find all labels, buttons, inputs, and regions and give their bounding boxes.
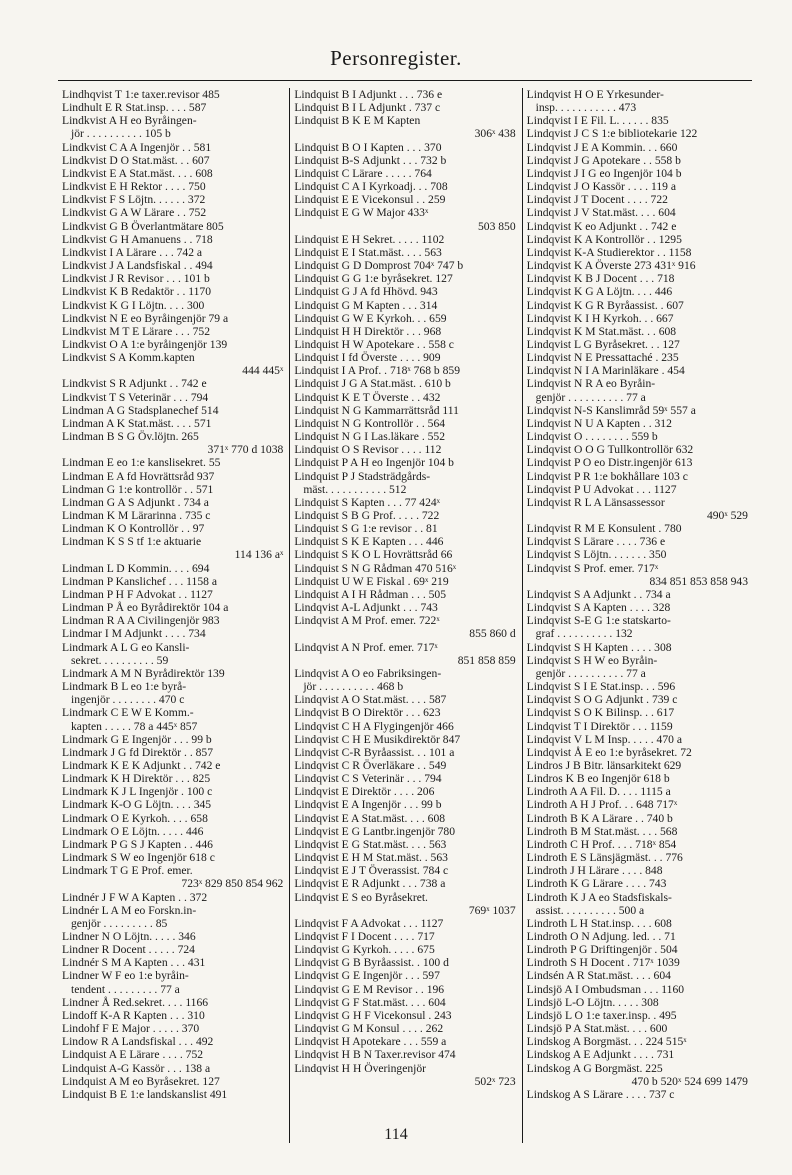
header-rule <box>58 80 752 81</box>
register-entry: Lindqvist G H F Vicekonsul . 243 <box>294 1008 452 1022</box>
register-entry: Lindquist G J A fd Hhövd. 943 <box>294 285 438 299</box>
register-entry: Lindqvist K-A Studierektor . . 1158 <box>526 245 692 259</box>
register-entry: Lindroth A A Fil. D. . . . 1115 a <box>526 785 671 799</box>
register-entry: Lindmark K E K Adjunkt . . 742 e <box>62 758 221 772</box>
register-entry: Lindquist G W E Kyrkoh. . . 659 <box>294 311 447 325</box>
register-entry: Lindqvist G F Stat.mäst. . . . 604 <box>294 995 446 1009</box>
register-entry: Lindohf F E Major . . . . . 370 <box>62 1022 200 1036</box>
register-entry: Lindqvist G Kyrkoh. . . . . 675 <box>294 943 435 957</box>
register-entry: Lindqvist K eo Adjunkt . . 742 e <box>526 219 677 233</box>
register-entry: Lindman B S G Öv.löjtn. 265 <box>62 430 199 444</box>
register-entry: mäst. . . . . . . . . . . 512 <box>303 482 407 496</box>
register-entry: Lindqvist N-S Kanslimråd 59ˣ 557 a <box>526 403 696 417</box>
register-entry: Lindkvist F S Löjtn. . . . . . 372 <box>62 193 206 207</box>
register-entry: Lindroth L H Stat.insp. . . . 608 <box>526 916 672 930</box>
register-entry: Lindquist N G Kammarrättsråd 111 <box>294 403 459 417</box>
register-entry: Lindquist G D Domprost 704ˣ 747 b <box>294 259 464 273</box>
register-entry: Lindqvist S H W eo Byråin- <box>526 653 658 667</box>
register-entry: Lindquist S K O L Hovrättsråd 66 <box>294 548 453 562</box>
register-entry: Lindquist B O I Kapten . . . 370 <box>294 140 442 154</box>
register-entry: Lindroth C H Prof. . . . 718ˣ 854 <box>526 837 677 851</box>
register-entry: 503 850 <box>477 219 516 233</box>
register-entry: Lindmar I M Adjunkt . . . . 734 <box>62 627 206 641</box>
register-entry: Lindqvist P U Advokat . . . 1127 <box>526 482 677 496</box>
register-entry: Lindquist I A Prof. . 718ˣ 768 b 859 <box>294 364 460 378</box>
register-entry: Lindros K B eo Ingenjör 618 b <box>526 772 670 786</box>
register-entry: tendent . . . . . . . . . 77 a <box>71 982 180 996</box>
register-entry: Lindqvist E S eo Byråsekret. <box>294 890 428 904</box>
register-entry: Lindow R A Landsfiskal . . . 492 <box>62 1035 214 1049</box>
register-entry: assist. . . . . . . . . . 500 a <box>535 903 645 917</box>
register-entry: Lindroth E S Länsjägmäst. . . 776 <box>526 851 683 865</box>
register-entry: Lindquist G M Kapten . . . 314 <box>294 298 438 312</box>
register-entry: Lindkvist I A Lärare . . . 742 a <box>62 245 203 259</box>
register-entry: Lindquist N G Kontrollör . . 564 <box>294 416 446 430</box>
register-entry: Lindqvist S I E Stat.insp. . . 596 <box>526 680 676 694</box>
register-entry: Lindman E eo 1:e kanslisekret. 55 <box>62 456 221 470</box>
register-entry: Lindqvist S A Adjunkt . . 734 a <box>526 587 671 601</box>
register-columns <box>58 88 754 1143</box>
register-entry: Lindqvist A-L Adjunkt . . . 743 <box>294 601 438 615</box>
register-entry: Lindroth S H Docent . 717ˣ 1039 <box>526 956 680 970</box>
register-entry: 834 851 853 858 943 <box>649 574 748 588</box>
register-entry: Lindqvist E H M Stat.mäst. . 563 <box>294 851 448 865</box>
page-number: 114 <box>384 1126 408 1143</box>
register-entry: Lindroth B K A Lärare . . 740 b <box>526 811 673 825</box>
register-entry: 855 860 d <box>469 627 516 641</box>
register-entry: 502ˣ 723 <box>474 1074 516 1088</box>
register-entry: Lindman K O Kontrollör . . 97 <box>62 522 205 536</box>
register-column-1 <box>58 88 289 1143</box>
register-entry: Lindquist A M eo Byråsekret. 127 <box>62 1074 220 1088</box>
register-entry: 114 136 aˣ <box>234 548 284 562</box>
register-entry: Lindqvist N R A eo Byråin- <box>526 377 656 391</box>
register-entry: 306ˣ 438 <box>474 127 516 141</box>
register-entry: Lindmark O E Löjtn. . . . . 446 <box>62 824 204 838</box>
register-entry: Lindqvist A M Prof. emer. 722ˣ <box>294 614 440 628</box>
register-entry: Lindqvist C S Veterinär . . . 794 <box>294 772 442 786</box>
register-entry: insp. . . . . . . . . . . 473 <box>535 101 637 115</box>
register-entry: Lindroth A H J Prof. . . 648 717ˣ <box>526 798 678 812</box>
register-entry: Lindquist C Lärare . . . . . 764 <box>294 166 432 180</box>
register-entry: Lindman A G Stadsplanechef 514 <box>62 403 219 417</box>
register-entry: Lindqvist L G Byråsekret. . . 127 <box>526 337 680 351</box>
register-entry: Lindqvist J V Stat.mäst. . . . 604 <box>526 206 676 220</box>
register-entry: Lindqvist A O eo Fabriksingen- <box>294 666 442 680</box>
register-entry: Lindqvist H O E Yrkesunder- <box>526 88 664 101</box>
register-entry: Lindquist B I Adjunkt . . . 736 e <box>294 88 443 101</box>
register-entry: Lindqvist J E A Kommin. . . 660 <box>526 140 678 154</box>
register-entry: Lindman E A fd Hovrättsråd 937 <box>62 469 215 483</box>
register-entry: Lindqvist E R Adjunkt . . . 738 a <box>294 877 446 891</box>
register-entry: Lindquist C A I Kyrkoadj. . . 708 <box>294 180 448 194</box>
register-entry: Lindner W F eo 1:e byråin- <box>62 969 189 983</box>
register-entry: Lindman G 1:e kontrollör . . 571 <box>62 482 214 496</box>
register-entry: Lindkvist G H Amanuens . . 718 <box>62 232 213 246</box>
register-entry: Lindsén A R Stat.mäst. . . . 604 <box>526 969 671 983</box>
register-entry: Lindkvist T S Veterinär . . . 794 <box>62 390 209 404</box>
register-entry: Lindqvist E A Ingenjör . . . 99 b <box>294 798 442 812</box>
register-entry: Lindmark K H Direktör . . . 825 <box>62 772 211 786</box>
register-entry: Lindquist B-S Adjunkt . . . 732 b <box>294 153 447 167</box>
register-entry: Lindqvist K A Kontrollör . . 1295 <box>526 232 682 246</box>
register-entry: Lindkvist M T E Lärare . . . 752 <box>62 324 211 338</box>
register-entry: Lindquist E I Stat.mäst. . . . 563 <box>294 245 442 259</box>
register-entry: Lindsjö L-O Löjtn. . . . . 308 <box>526 995 659 1009</box>
register-entry: Lindqvist G E Ingenjör . . . 597 <box>294 969 440 983</box>
register-entry: Lindsjö P A Stat.mäst. . . . 600 <box>526 1022 668 1036</box>
register-entry: Lindman P H F Advokat . . 1127 <box>62 587 213 601</box>
register-entry: 851 858 859 <box>457 653 516 667</box>
register-entry: Lindmark T G E Prof. emer. <box>62 864 193 878</box>
register-entry: Lindman A K Stat.mäst. . . . 571 <box>62 416 212 430</box>
register-entry: Lindqvist O O G Tullkontrollör 632 <box>526 443 694 457</box>
register-entry: Lindkvist C A A Ingenjör . . 581 <box>62 140 212 154</box>
register-entry: Lindqvist J C S 1:e bibliotekarie 122 <box>526 127 698 141</box>
register-entry: Lindquist I fd Överste . . . . 909 <box>294 351 441 365</box>
register-entry: Lindquist U W E Fiskal . 69ˣ 219 <box>294 574 449 588</box>
register-entry: Lindman G A S Adjunkt . 734 a <box>62 495 209 509</box>
register-entry: Lindkvist G A W Lärare . . 752 <box>62 206 207 220</box>
register-entry: Lindquist J G A Stat.mäst. . 610 b <box>294 377 451 391</box>
register-entry: Lindqvist S-E G 1:e statskarto- <box>526 614 671 628</box>
register-entry: genjör . . . . . . . . . . 77 a <box>535 390 646 404</box>
register-entry: Lindqvist S Prof. emer. 717ˣ <box>526 561 659 575</box>
register-entry: Lindkvist E A Stat.mäst. . . . 608 <box>62 166 213 180</box>
register-entry: Lindkvist J R Revisor . . . 101 b <box>62 272 210 286</box>
register-entry: Lindqvist E G Stat.mäst. . . . 563 <box>294 837 447 851</box>
register-entry: Lindmark A M N Byrådirektör 139 <box>62 666 225 680</box>
register-entry: Lindqvist K G A Löjtn. . . . 446 <box>526 285 673 299</box>
register-entry: Lindqvist V L M Insp. . . . . 470 a <box>526 732 682 746</box>
register-entry: Lindquist H H Direktör . . . 968 <box>294 324 442 338</box>
register-entry: Lindqvist F A Advokat . . . 1127 <box>294 916 444 930</box>
register-entry: Lindman L D Kommin. . . . 694 <box>62 561 210 575</box>
register-entry: Lindner Å Red.sekret. . . . 1166 <box>62 995 209 1009</box>
register-entry: Lindquist A I H Rådman . . . 505 <box>294 587 447 601</box>
register-entry: Lindqvist G E M Revisor . . 196 <box>294 982 445 996</box>
register-entry: Lindqvist C R Överläkare . . 549 <box>294 758 447 772</box>
register-entry: Lindkvist S R Adjunkt . . 742 e <box>62 377 207 391</box>
register-entry: Lindquist N G I Las.läkare . 552 <box>294 430 446 444</box>
register-entry: graf . . . . . . . . . . 132 <box>535 627 633 641</box>
register-entry: Lindquist O S Revisor . . . . 112 <box>294 443 442 457</box>
register-entry: Lindqvist T I Direktör . . . 1159 <box>526 719 673 733</box>
register-entry: Lindnér S M A Kapten . . . 431 <box>62 956 206 970</box>
register-entry: Lindnér L A M eo Forskn.in- <box>62 903 197 917</box>
register-entry: Lindqvist O . . . . . . . . 559 b <box>526 430 658 444</box>
register-entry: Lindroth B M Stat.mäst. . . . 568 <box>526 824 678 838</box>
register-entry: Lindqvist H Apotekare . . . 559 a <box>294 1035 447 1049</box>
register-entry: Lindquist K E T Överste . . 432 <box>294 390 441 404</box>
register-entry: Lindskog A S Lärare . . . . 737 c <box>526 1087 675 1101</box>
register-entry: Lindman K S S tf 1:e aktuarie <box>62 535 202 549</box>
register-entry: Lindoff K-A R Kapten . . . 310 <box>62 1008 205 1022</box>
register-entry: Lindqvist S H Kapten . . . . 308 <box>526 640 672 654</box>
register-entry: Lindquist S B G Prof. . . . . 722 <box>294 509 440 522</box>
register-entry: Lindqvist S Löjtn. . . . . . . 350 <box>526 548 667 562</box>
register-entry: Lindhult E R Stat.insp. . . . 587 <box>62 101 207 115</box>
register-entry: sekret. . . . . . . . . . 59 <box>71 653 169 667</box>
register-entry: Lindqvist J O Kassör . . . . 119 a <box>526 180 676 194</box>
register-entry: Lindqvist J I G eo Ingenjör 104 b <box>526 166 682 180</box>
register-entry: Lindquist G G 1:e byråsekret. 127 <box>294 272 453 286</box>
register-entry: Lindman R A A Civilingenjör 983 <box>62 614 220 628</box>
register-entry: Lindqvist A N Prof. emer. 717ˣ <box>294 640 438 654</box>
register-entry: Lindmark A L G eo Kansli- <box>62 640 190 654</box>
register-entry: Lindqvist S A Kapten . . . . 328 <box>526 601 671 615</box>
register-entry: Lindros J B Bitr. länsarkitekt 629 <box>526 758 682 772</box>
register-entry: Lindqvist A O Stat.mäst. . . . 587 <box>294 693 447 707</box>
register-entry: Lindman K M Lärarinna . 735 c <box>62 509 211 522</box>
register-entry: Lindroth J H Lärare . . . . 848 <box>526 864 663 878</box>
register-entry: Lindnér J F W A Kapten . . 372 <box>62 890 208 904</box>
register-entry: Lindmark B L eo 1:e byrå- <box>62 680 187 694</box>
register-entry: Lindqvist Å E eo 1:e byråsekret. 72 <box>526 745 692 759</box>
register-entry: Lindqvist C H E Musikdirektör 847 <box>294 732 461 746</box>
register-entry: Lindsjö L O 1:e taxer.insp. . 495 <box>526 1008 677 1022</box>
register-entry: 371ˣ 770 d 1038 <box>207 443 284 457</box>
register-entry: Lindmark O E Kyrkoh. . . . 658 <box>62 811 208 825</box>
register-entry: Lindqvist E A Stat.mäst. . . . 608 <box>294 811 446 825</box>
register-entry: Lindqvist J T Docent . . . . 722 <box>526 193 668 207</box>
register-entry: 769ˣ 1037 <box>468 903 516 917</box>
register-entry: Lindqvist B O Direktör . . . 623 <box>294 706 441 720</box>
register-entry: Lindqvist I E Fil. L. . . . . . 835 <box>526 114 669 128</box>
register-entry: Lindqvist N U A Kapten . . 312 <box>526 416 672 430</box>
register-entry: Lindqvist E Direktör . . . . 206 <box>294 785 435 799</box>
register-entry: Lindqvist S Lärare . . . . 736 e <box>526 535 666 549</box>
register-entry: Lindquist B I L Adjunkt . 737 c <box>294 101 441 115</box>
register-entry: Lindquist P A H eo Ingenjör 104 b <box>294 456 454 470</box>
register-entry: Lindmark C E W E Komm.- <box>62 706 194 720</box>
register-entry: jör . . . . . . . . . . 468 b <box>303 680 404 694</box>
register-entry: Lindner N O Löjtn. . . . . 346 <box>62 930 196 943</box>
register-entry: Lindkvist E H Rektor . . . . 750 <box>62 180 206 194</box>
register-entry: ingenjör . . . . . . . . 470 c <box>71 693 185 707</box>
register-entry: Lindquist P J Stadsträdgårds- <box>294 469 431 483</box>
register-entry: Lindquist S K E Kapten . . . 446 <box>294 535 444 549</box>
register-entry: Lindkvist G B Överlantmätare 805 <box>62 219 224 233</box>
register-entry: Lindqvist R L A Länsassessor <box>526 495 665 509</box>
register-entry: genjör . . . . . . . . . . 77 a <box>535 666 646 680</box>
register-entry: Lindquist S G 1:e revisor . . 81 <box>294 522 438 536</box>
register-entry: Lindmark P G S J Kapten . . 446 <box>62 837 213 851</box>
register-entry: 470 b 520ˣ 524 699 1479 <box>631 1074 748 1088</box>
register-entry: Lindquist E H Sekret. . . . . 1102 <box>294 232 445 246</box>
register-entry: Lindqvist H B N Taxer.revisor 474 <box>294 1048 456 1062</box>
register-entry: Lindquist A E Lärare . . . . 752 <box>62 1048 204 1062</box>
register-entry: Lindqvist K A Överste 273 431ˣ 916 <box>526 259 696 273</box>
register-entry: Lindskog A Borgmäst. . . 224 515ˣ <box>526 1035 687 1049</box>
register-entry: Lindqvist E J T Överassist. 784 c <box>294 864 449 878</box>
register-entry: Lindkvist K B Redaktör . . 1170 <box>62 285 211 299</box>
register-entry: Lindqvist H H Överingenjör <box>294 1061 427 1075</box>
register-entry: Lindkvist N E eo Byråingenjör 79 a <box>62 311 229 325</box>
register-entry: Lindroth O N Adjung. led. . . 71 <box>526 930 676 943</box>
register-entry: Lindqvist R M E Konsulent . 780 <box>526 522 682 536</box>
register-entry: Lindkvist J A Landsfiskal . . 494 <box>62 259 213 273</box>
register-entry: Lindskog A G Borgmäst. 225 <box>526 1061 663 1075</box>
register-entry: Lindquist H W Apotekare . . 558 c <box>294 337 454 351</box>
register-column-2 <box>289 88 521 1143</box>
register-entry: Lindquist S Kapten . . . 77 424ˣ <box>294 495 441 509</box>
register-entry: Lindqvist E G Lantbr.ingenjör 780 <box>294 824 456 838</box>
register-entry: Lindkvist K G I Löjtn. . . . 300 <box>62 298 205 312</box>
register-entry: Lindqvist J G Apotekare . . 558 b <box>526 153 681 167</box>
register-entry: kapten . . . . . 78 a 445ˣ 857 <box>71 719 198 733</box>
register-entry: genjör . . . . . . . . . 85 <box>71 916 168 930</box>
register-entry: Lindmark K-O G Löjtn. . . . 345 <box>62 798 212 812</box>
register-entry: jör . . . . . . . . . . 105 b <box>71 127 171 141</box>
register-entry: Lindkvist O A 1:e byråingenjör 139 <box>62 337 228 351</box>
register-entry: 723ˣ 829 850 854 962 <box>181 877 284 891</box>
register-entry: Lindqvist C-R Byråassist. . . 101 a <box>294 745 455 759</box>
register-entry: Lindqvist K I H Kyrkoh. . . 667 <box>526 311 674 325</box>
register-entry: Lindqvist P O eo Distr.ingenjör 613 <box>526 456 693 470</box>
register-entry: 490ˣ 529 <box>706 509 748 522</box>
register-entry: Lindmark G E Ingenjör . . . 99 b <box>62 732 212 746</box>
register-entry: Lindquist B E 1:e landskanslist 491 <box>62 1087 228 1101</box>
register-entry: 444 445ˣ <box>242 364 284 378</box>
register-entry: Lindqvist C H A Flygingenjör 466 <box>294 719 454 733</box>
register-entry: Lindroth P G Driftingenjör . 504 <box>526 943 678 957</box>
register-entry: Lindquist E G W Major 433ˣ <box>294 206 429 220</box>
register-entry: Lindqvist S O K Bilinsp. . . 617 <box>526 706 675 720</box>
register-entry: Lindquist A-G Kassör . . . 138 a <box>62 1061 211 1075</box>
register-entry: Lindqvist N E Pressattaché . 235 <box>526 351 679 365</box>
register-entry: Lindmark S W eo Ingenjör 618 c <box>62 851 215 865</box>
register-entry: Lindroth K J A eo Stadsfiskals- <box>526 890 672 904</box>
register-entry: Lindqvist K G R Byråassist. . 607 <box>526 298 684 312</box>
register-entry: Lindquist B K E M Kapten <box>294 114 421 128</box>
register-entry: Lindner R Docent . . . . . 724 <box>62 943 195 957</box>
register-entry: Lindqvist G M Konsul . . . . 262 <box>294 1022 444 1036</box>
page-title: Personregister. <box>330 46 462 70</box>
register-column-3 <box>522 88 754 1143</box>
register-entry: Lindquist E E Vicekonsul . . 259 <box>294 193 446 207</box>
register-entry: Lindroth K G Lärare . . . . 743 <box>526 877 667 891</box>
register-entry: Lindqvist K B J Docent . . . 718 <box>526 272 675 286</box>
register-entry: Lindkvist D O Stat.mäst. . . 607 <box>62 153 210 167</box>
register-entry: Lindquist S N G Rådman 470 516ˣ <box>294 561 457 575</box>
register-entry: Lindman P Å eo Byrådirektör 104 a <box>62 601 229 615</box>
register-entry: Lindqvist F I Docent . . . . 717 <box>294 930 435 943</box>
register-entry: Lindmark K J L Ingenjör . 100 c <box>62 785 213 799</box>
register-entry: Lindmark J G fd Direktör . . 857 <box>62 745 214 759</box>
register-entry: Lindskog A E Adjunkt . . . . 731 <box>526 1048 675 1062</box>
register-entry: Lindkvist S A Komm.kapten <box>62 351 195 365</box>
register-entry: Lindkvist A H eo Byråingen- <box>62 114 197 128</box>
register-entry: Lindhqvist T 1:e taxer.revisor 485 <box>62 88 220 101</box>
register-entry: Lindman P Kanslichef . . . 1158 a <box>62 574 217 588</box>
register-entry: Lindqvist P R 1:e bokhållare 103 c <box>526 469 688 483</box>
register-entry: Lindqvist S O G Adjunkt . 739 c <box>526 693 678 707</box>
register-entry: Lindqvist K M Stat.mäst. . . 608 <box>526 324 677 338</box>
register-entry: Lindqvist N I A Marinläkare . 454 <box>526 364 685 378</box>
register-entry: Lindsjö A I Ombudsman . . . 1160 <box>526 982 685 996</box>
register-entry: Lindqvist G B Byråassist. . 100 d <box>294 956 449 970</box>
